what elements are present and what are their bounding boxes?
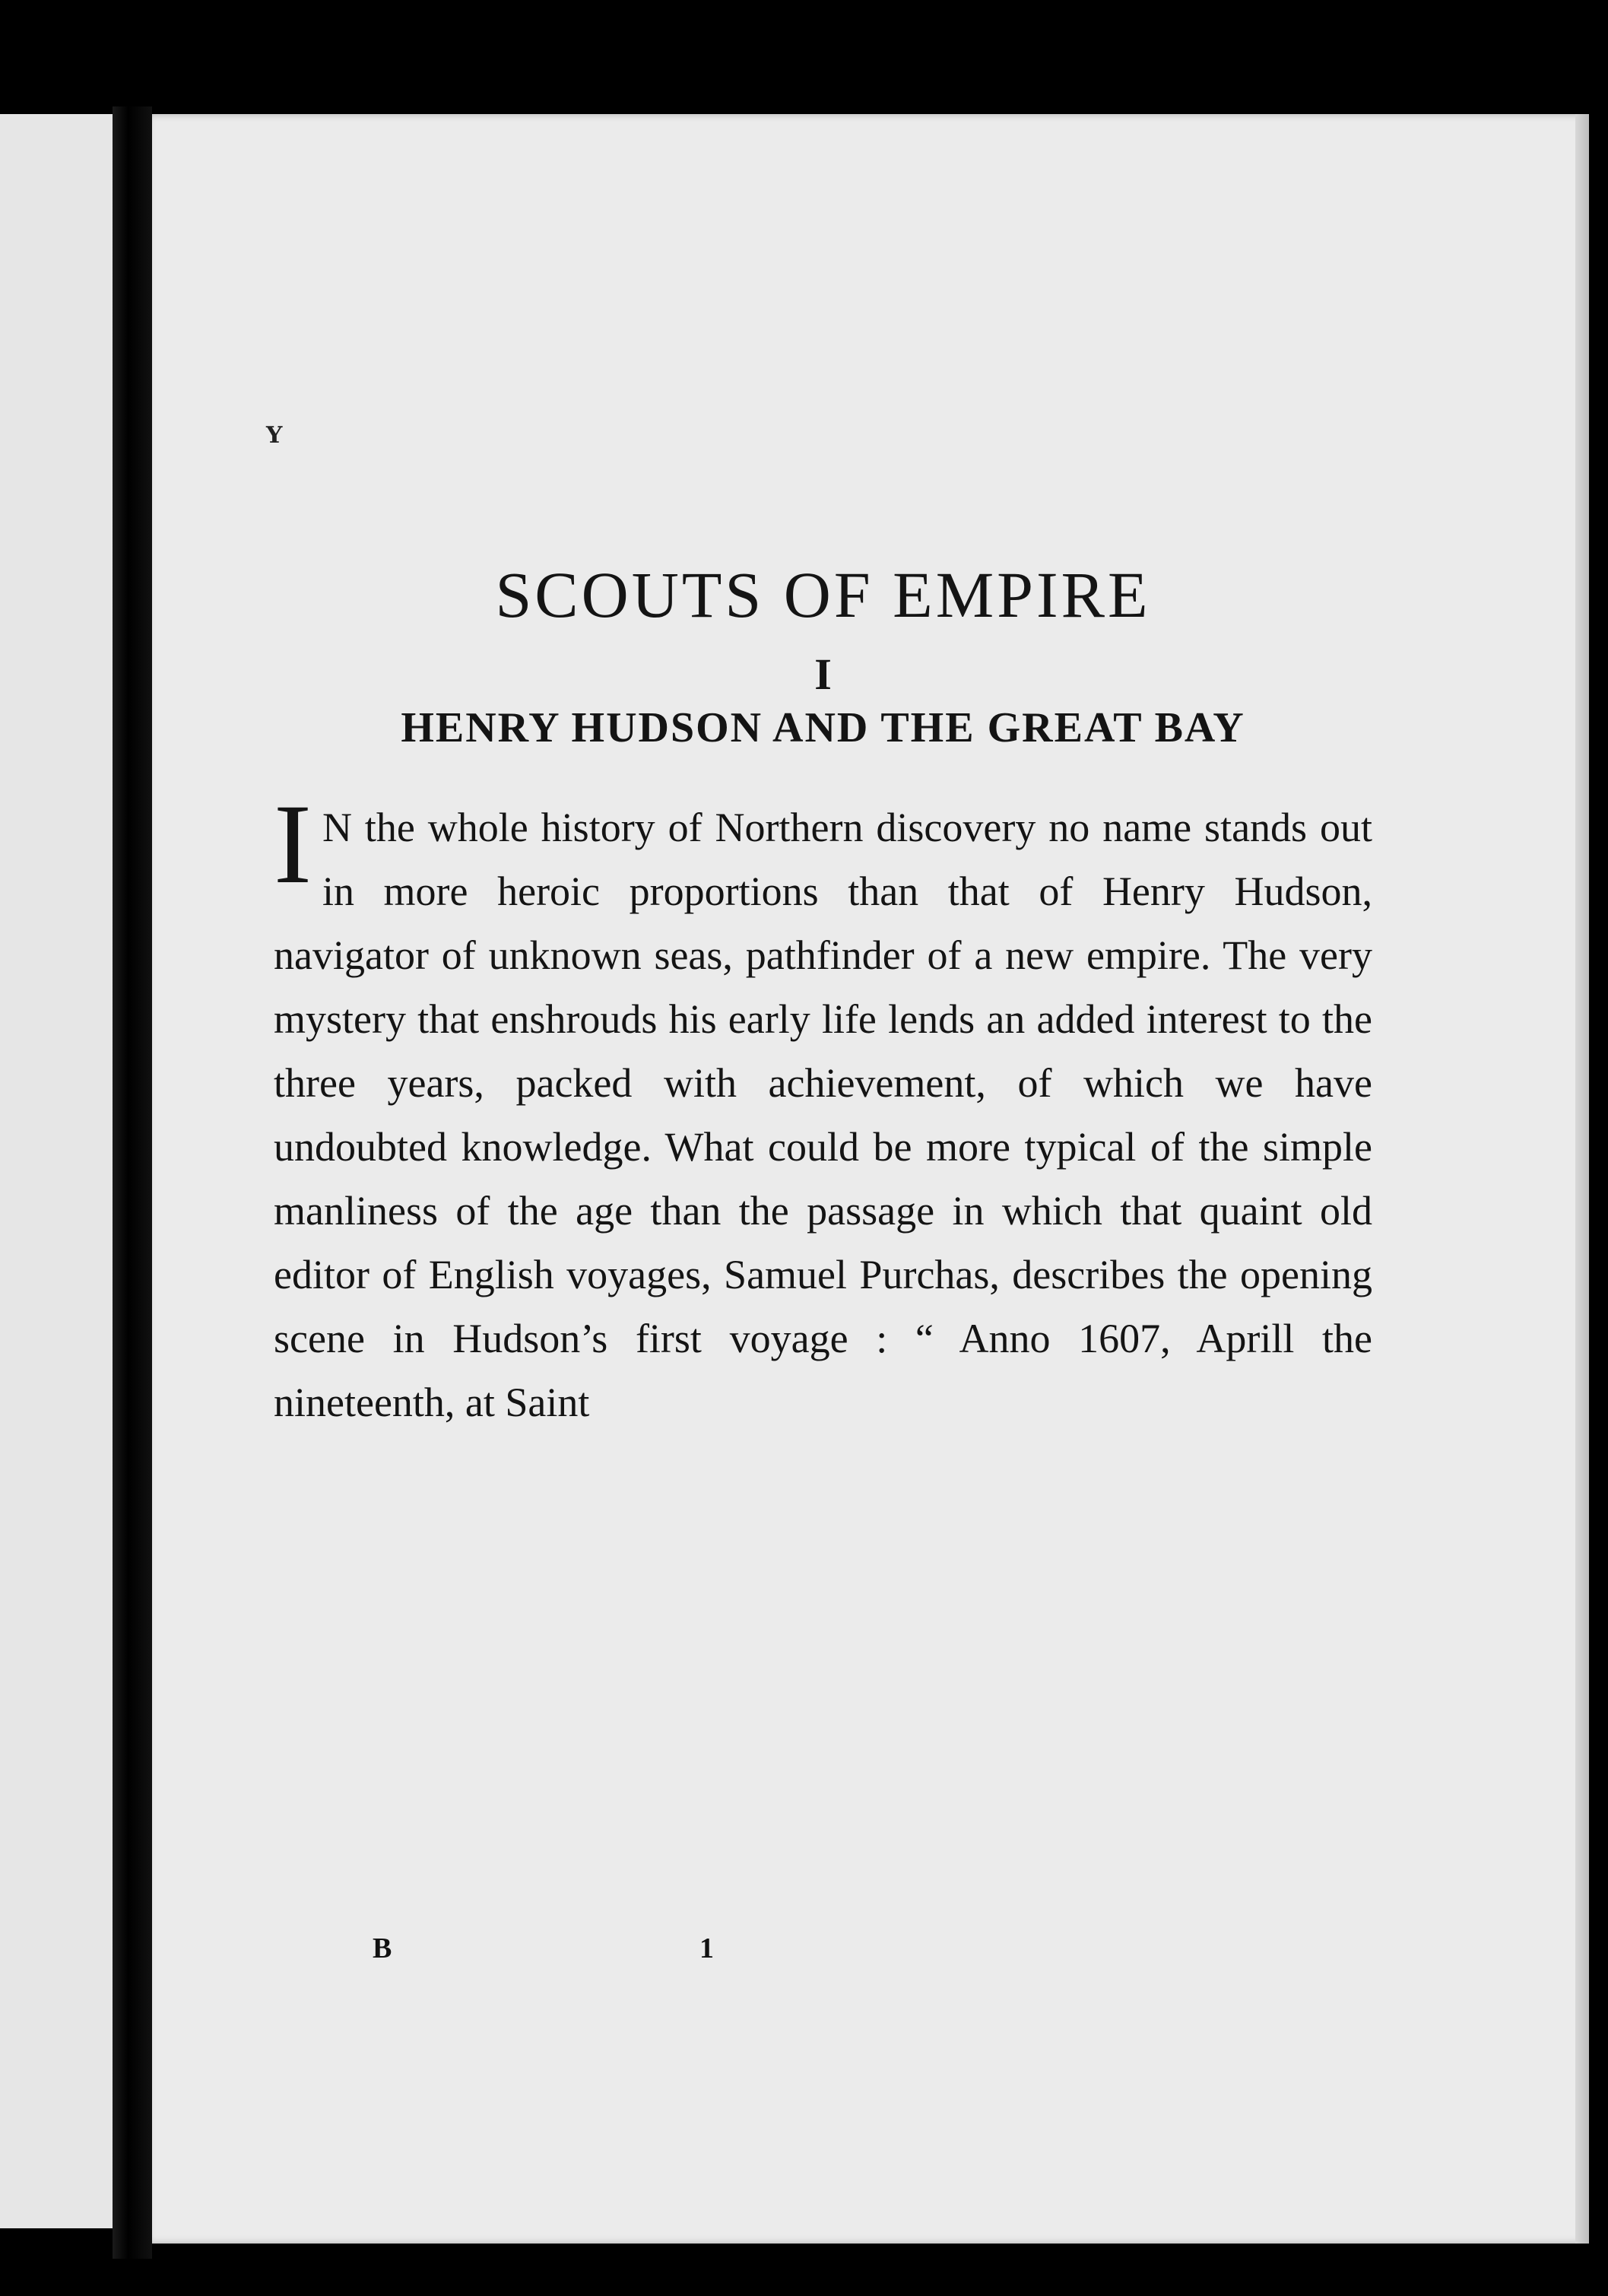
body-text: N the whole history of Northern discovery no name stands out in more heroic proportions than that of Henry Hudson, navigator of unknown seas, pathfinder of a new empire. The very mystery that enshrouds his early life lends an added interest to the three years, packed with achievement, of which we have undoubted knowledge. What could be more typical of the simple manliness of the age than the passage in which that quaint old editor of English voyages, Samuel Purchas, describes the opening scene in Hudson’s first voyage : “ Anno 1607, Aprill the nineteenth, at Saint bbox=[274, 805, 1372, 1426]
chapter-title: HENRY HUDSON AND THE GREAT BAY bbox=[401, 703, 1245, 751]
drop-cap: I bbox=[274, 781, 312, 908]
signature-mark: B bbox=[373, 1932, 392, 1964]
stray-mark: Y bbox=[266, 422, 283, 449]
book-gutter bbox=[113, 106, 152, 2259]
page-text-block bbox=[274, 559, 1372, 1475]
book-page bbox=[152, 114, 1589, 2244]
body-paragraph bbox=[274, 781, 1372, 1434]
page-number: 1 bbox=[699, 1932, 714, 1964]
chapter-number: I bbox=[814, 649, 832, 699]
book-title: SCOUTS OF EMPIRE bbox=[495, 558, 1151, 631]
page-edge-shadow bbox=[1575, 114, 1589, 2244]
previous-page-edge bbox=[0, 114, 115, 2228]
